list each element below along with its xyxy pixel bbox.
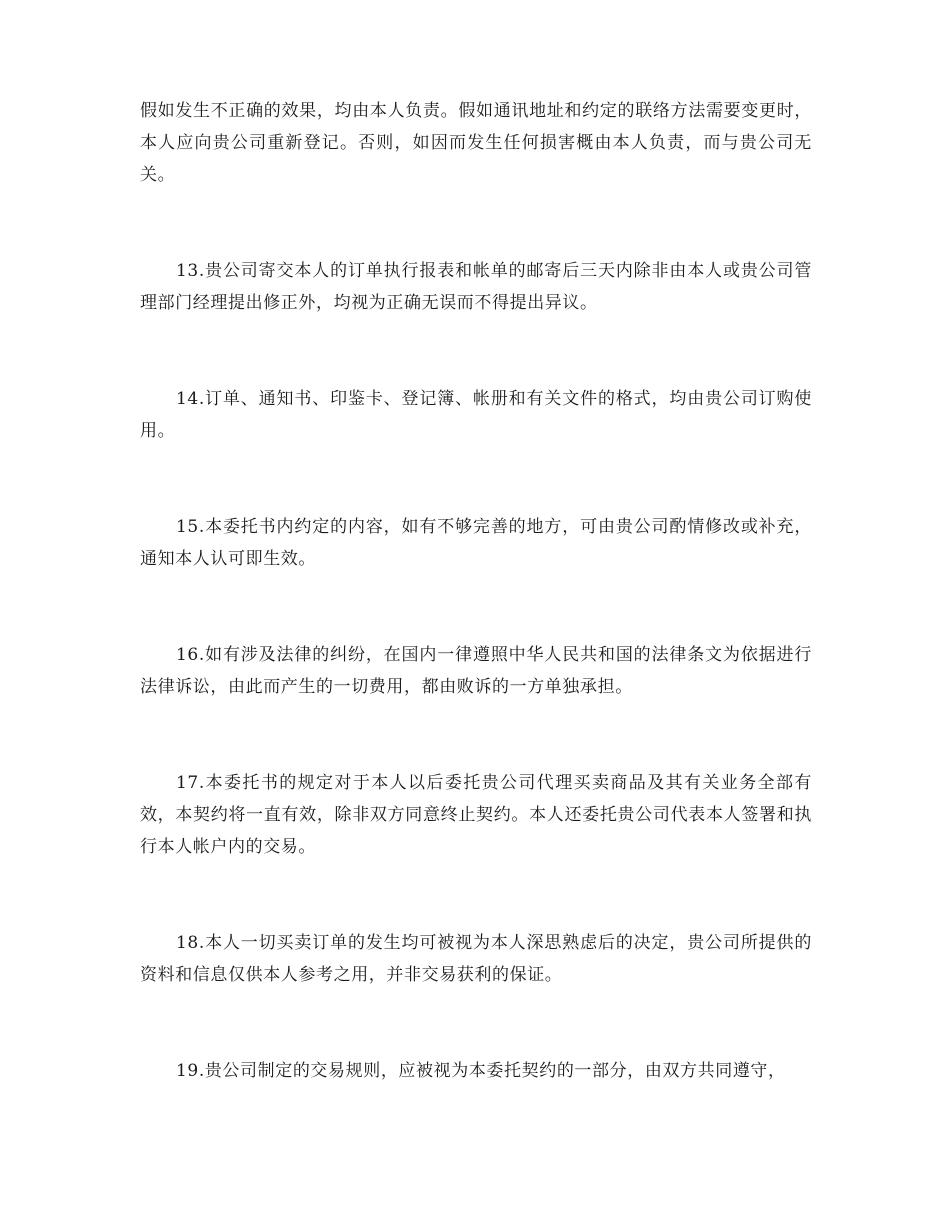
document-body xyxy=(140,95,812,1151)
paragraph-clause-13: 13.贵公司寄交本人的订单执行报表和帐单的邮寄后三天内除非由本人或贵公司管理部门经理提出修正外，均视为正确无误而不得提出异议。 xyxy=(140,261,812,313)
paragraph-clause-17: 17.本委托书的规定对于本人以后委托贵公司代理买卖商品及其有关业务全部有效，本契约将一直有效，除非双方同意终止契约。本人还委托贵公司代表本人签署和执行本人帐户内的交易。 xyxy=(140,773,812,857)
paragraph-clause-15: 15.本委托书内约定的内容，如有不够完善的地方，可由贵公司酌情修改或补充，通知本人认可即生效。 xyxy=(140,517,812,569)
paragraph-clause-16: 16.如有涉及法律的纠纷，在国内一律遵照中华人民共和国的法律条文为依据进行法律诉讼，由此而产生的一切费用，都由败诉的一方单独承担。 xyxy=(140,645,812,697)
paragraph-clause-19: 19.贵公司制定的交易规则，应被视为本委托契约的一部分，由双方共同遵守， xyxy=(176,1061,786,1081)
paragraph-continuation: 假如发生不正确的效果，均由本人负责。假如通讯地址和约定的联络方法需要变更时，本人应向贵公司重新登记。否则，如因而发生任何损害概由本人负责，而与贵公司无关。 xyxy=(140,101,812,185)
paragraph-clause-14: 14.订单、通知书、印鉴卡、登记簿、帐册和有关文件的格式，均由贵公司订购使用。 xyxy=(140,389,812,441)
paragraph-clause-18: 18.本人一切买卖订单的发生均可被视为本人深思熟虑后的决定，贵公司所提供的资料和信息仅供本人参考之用，并非交易获利的保证。 xyxy=(140,933,812,985)
